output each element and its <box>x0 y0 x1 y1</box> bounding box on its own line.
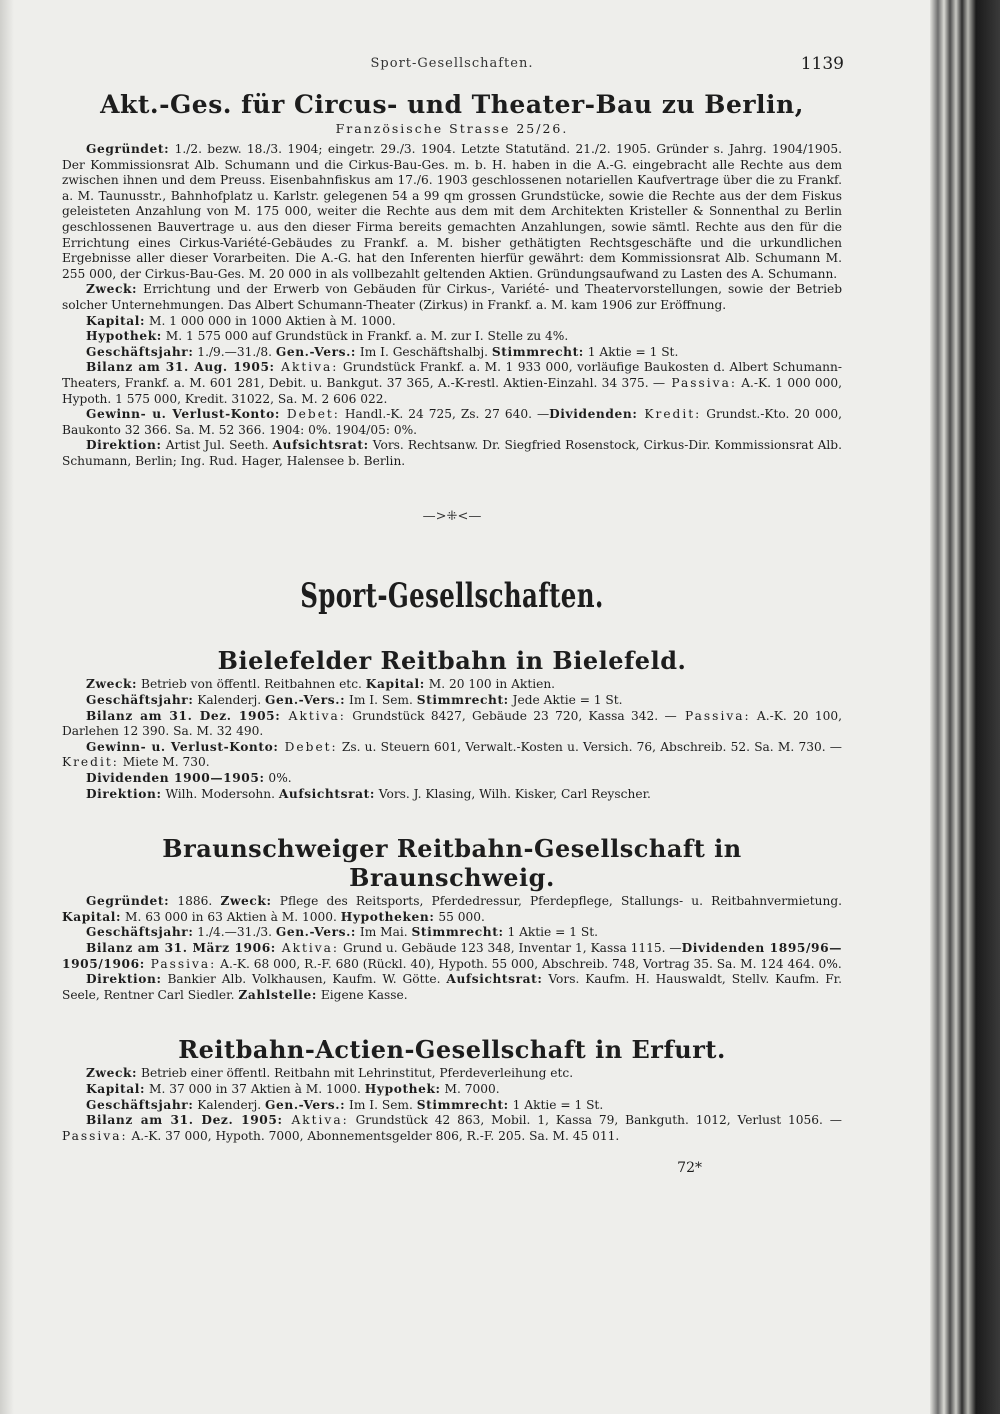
ornament-divider: —>⁜<— <box>422 509 482 525</box>
field-label: Dividenden: <box>549 407 638 422</box>
field-text: Vors. Kaufm. H. Hauswaldt, Stellv. Kaufm. Fr. Seele, Rentner Carl Siedler. <box>62 972 843 1002</box>
entry-paragraph <box>62 1082 842 1098</box>
field-text: A.-K. 1 000 000, Hypoth. 1 575 000, Kredit. 31022, Sa. M. 2 606 022. <box>62 375 842 406</box>
field-label: Gegründet: <box>86 142 170 156</box>
field-label: Gegründet: <box>86 894 170 909</box>
company-title: Akt.-Ges. für Circus- und Theater-Bau zu Berlin, <box>100 90 804 119</box>
field-text: 0%. <box>818 956 842 971</box>
field-label: Kapital: <box>365 677 425 692</box>
entry-paragraph <box>62 709 842 740</box>
field-sublabel: Aktiva: <box>275 941 340 955</box>
field-sublabel: Passiva: <box>676 708 751 723</box>
field-text: Artist Jul. Seeth. <box>161 438 273 453</box>
field-label: Geschäftsjahr: <box>86 1097 194 1112</box>
entry-paragraph <box>62 1113 842 1144</box>
field-label: Dividenden 1900—1905: <box>86 771 265 786</box>
field-text: Pflege des Reitsports, Pferdedressur, Pferdepflege, Stallungs- u. Reitbahnvermietung. <box>271 894 842 909</box>
field-sublabel: Passiva: <box>62 1128 128 1143</box>
field-text: Betrieb einer öffentl. Reitbahn mit Lehrinstitut, Pferdeverleihung etc. <box>137 1066 574 1081</box>
company-title: Reitbahn-Actien-Gesellschaft in Erfurt. <box>178 1035 726 1065</box>
field-label: Direktion: <box>86 786 162 801</box>
field-label: Stimmrecht: <box>411 925 504 940</box>
field-label: Gewinn- u. Verlust-Konto: <box>86 739 279 754</box>
field-label: Aufsichtsrat: <box>446 972 543 987</box>
field-label: Zahlstelle: <box>238 987 317 1002</box>
field-text: Zs. u. Steuern 601, Verwalt.-Kosten u. Versich. 76, Abschreib. 52. Sa. M. 730. — <box>337 739 842 754</box>
field-text: 1./4.—31./3. <box>193 925 276 940</box>
field-text: M. 63 000 in 63 Aktien à M. 1000. <box>121 909 341 924</box>
field-sublabel: Kredit: <box>637 407 702 422</box>
field-text: A.-K. 20 100, Darlehen 12 390. Sa. M. 32 490. <box>62 708 843 739</box>
field-label: Aufsichtsrat: <box>278 786 375 801</box>
field-label: Hypothek: <box>364 1081 441 1096</box>
field-text: M. 37 000 in 37 Aktien à M. 1000. <box>145 1081 365 1096</box>
field-text: Im Mai. <box>356 925 412 940</box>
field-text: Im I. Sem. <box>345 1097 417 1112</box>
field-text: 1886. <box>169 894 221 909</box>
entry-paragraph <box>62 360 842 407</box>
field-label: Zweck: <box>86 282 138 297</box>
field-label: Kapital: <box>86 313 146 328</box>
entry-paragraph <box>62 329 842 345</box>
field-label: Bilanz am 31. März 1906: <box>86 941 276 955</box>
field-text: Im I. Geschäftshalbj. <box>356 344 492 359</box>
entry-paragraph <box>62 894 842 925</box>
entry-paragraph <box>62 1098 842 1114</box>
field-text: 1 Aktie = 1 St. <box>583 344 679 359</box>
entry-paragraph <box>62 677 842 693</box>
company-title: Braunschweiger Reitbahn-Gesellschaft in Braunschweig. <box>162 834 742 893</box>
field-label: Direktion: <box>86 972 162 987</box>
field-text: Errichtung und der Erwerb von Gebäuden für Cirkus-, Variété- und Theatervorstellungen, sowie der Betrieb solcher Unternehmungen. Das Albert Schumann-Theater (Zirkus) in Frankf. a. M. kam 1906 zur Eröffnung. <box>62 282 842 312</box>
field-label: Bilanz am 31. Aug. 1905: <box>86 360 275 375</box>
entry-paragraph <box>62 693 842 709</box>
field-text: 1 Aktie = 1 St. <box>508 1097 604 1112</box>
field-label: Hypotheken: <box>340 909 435 924</box>
field-label: Kapital: <box>86 1081 146 1096</box>
field-sublabel: Passiva: <box>665 375 737 390</box>
field-text: Handl.-K. 24 725, Zs. 27 640. — <box>339 407 550 422</box>
field-label: Direktion: <box>86 438 162 453</box>
field-sublabel: Debet: <box>279 407 340 422</box>
page-number: 1139 <box>800 54 844 74</box>
field-label: Zweck: <box>220 894 272 909</box>
field-text: M. 1 000 000 in 1000 Aktien à M. 1000. <box>145 313 396 328</box>
page-left-shadow <box>0 0 14 1414</box>
company-title: Bielefelder Reitbahn in Bielefeld. <box>217 646 687 676</box>
field-text: Vors. J. Klasing, Wilh. Kisker, Carl Reyscher. <box>374 786 651 801</box>
field-text: A.-K. 37 000, Hypoth. 7000, Abonnementsgelder 806, R.-F. 205. Sa. M. 45 011. <box>127 1128 620 1143</box>
field-text: Grundstück 42 863, Mobil. 1, Kassa 79, Bankguth. 1012, Verlust 1056. — <box>348 1113 842 1128</box>
field-sublabel: Passiva: <box>144 956 217 971</box>
book-spine-edge <box>930 0 1000 1414</box>
field-text: M. 20 100 in Aktien. <box>424 677 556 692</box>
field-label: Bilanz am 31. Dez. 1905: <box>86 708 281 723</box>
field-text: A.-K. 68 000, R.-F. 680 (Rückl. 40), Hypoth. 55 000, Abschreib. 748, Vortrag 35. Sa. M. 124 464. <box>216 956 819 971</box>
entry-paragraph <box>62 925 842 941</box>
field-label: Gen.-Vers.: <box>275 925 357 940</box>
field-label: Zweck: <box>86 1066 138 1081</box>
field-sublabel: Aktiva: <box>280 708 346 723</box>
field-sublabel: Aktiva: <box>274 360 339 375</box>
field-label: Kapital: <box>62 909 122 924</box>
field-label: Geschäftsjahr: <box>86 344 194 359</box>
entry-paragraph <box>62 1066 842 1082</box>
running-head <box>62 50 842 84</box>
field-text: Miete M. 730. <box>118 755 210 770</box>
field-text: Kalenderj. <box>193 1097 266 1112</box>
field-text: Eigene Kasse. <box>316 987 408 1002</box>
field-text: 0%. <box>264 771 292 786</box>
company-entry <box>62 894 842 1003</box>
field-label: Gen.-Vers.: <box>265 693 346 708</box>
company-entry <box>62 1066 842 1144</box>
field-label: Geschäftsjahr: <box>86 925 194 940</box>
field-text: Grund u. Gebäude 123 348, Inventar 1, Kassa 1115. — <box>339 941 682 955</box>
entry-paragraph <box>62 438 842 469</box>
entry-paragraph <box>62 407 842 438</box>
entry-paragraph <box>62 345 842 361</box>
field-text: M. 7000. <box>440 1081 500 1096</box>
field-text: Grundst.-Kto. 20 000, Baukonto 32 366. Sa. M. 52 366. <box>62 407 842 437</box>
field-text: Wilh. Modersohn. <box>161 786 279 801</box>
field-label: Zweck: <box>86 677 138 692</box>
field-sublabel: Debet: <box>278 739 338 754</box>
running-head-title: Sport-Gesellschaften. <box>370 56 534 71</box>
company-entry <box>62 677 842 802</box>
field-text: 1 Aktie = 1 St. <box>503 925 598 940</box>
field-label: Hypothek: <box>86 329 162 344</box>
entry-paragraph <box>62 740 842 771</box>
field-text: Grundstück 8427, Gebäude 23 720, Kassa 342. — <box>345 708 677 723</box>
field-label: Stimmrecht: <box>416 693 509 708</box>
field-text: 1./9.—31./8. <box>193 344 276 359</box>
page-content <box>62 50 842 1176</box>
field-text: Betrieb von öffentl. Reitbahnen etc. <box>137 677 366 692</box>
entry-paragraph <box>62 142 842 282</box>
field-label: Bilanz am 31. Dez. 1905: <box>86 1113 283 1128</box>
field-text: Bankier Alb. Volkhausen, Kaufm. W. Götte. <box>161 972 447 987</box>
entry-paragraph <box>62 941 842 972</box>
field-text: Kalenderj. <box>193 693 266 708</box>
entry-paragraph <box>62 282 842 313</box>
field-text: Vors. Rechtsanw. Dr. Siegfried Rosenstock, Cirkus-Dir. Kommissionsrat Alb. Schumann, Berlin; Ing. Rud. Hager, Halensee b. Berlin. <box>62 438 842 468</box>
field-text: Jede Aktie = 1 St. <box>508 693 623 708</box>
field-label: Gen.-Vers.: <box>265 1097 346 1112</box>
field-sublabel: Kredit: <box>62 755 119 770</box>
field-sublabel: Aktiva: <box>282 1113 349 1128</box>
field-label: Geschäftsjahr: <box>86 693 194 708</box>
field-label: Aufsichtsrat: <box>272 438 369 453</box>
entry-paragraph <box>62 787 842 803</box>
field-text: Grundstück Frankf. a. M. 1 933 000, vorläufige Baukosten d. Albert Schumann-Theaters, Frankf. a. M. 601 281, Debit. u. Bankgut. 37 365, A.-K-restl. Aktien-Einzahl. 34 375. — <box>62 360 842 390</box>
field-text: 1904: 0%. 1904/05: 0%. <box>269 422 418 437</box>
field-label: Gewinn- u. Verlust-Konto: <box>86 407 280 422</box>
field-label: Gen.-Vers.: <box>275 344 357 359</box>
company-entry <box>62 142 842 469</box>
section-title: Sport-Gesellschaften. <box>300 576 604 617</box>
entry-paragraph <box>62 972 842 1003</box>
field-text: 1./2. bezw. 18./3. 1904; eingetr. 29./3. 1904. Letzte Statutänd. 21./2. 1905. Gründer s. Jahrg. 1904/1905. Der Kommissionsrat Alb. Schumann und die Cirkus-Bau-Ges. m. b. H. haben in die A.-G. eingebracht alle Rechte aus dem zwischen ihnen und dem Preuss. Eisenbahnfiskus am 17./6. 1903 geschlossenen notariellen Kaufvertrage über die zu Frankf. a. M. Taunusstr., Bahnhofplatz u. Karlstr. gelegenen 54 a 99 qm grossen Grundstücke, sowie die Rechte aus der dem Fiskus geleisteten Anzahlung von M. 175 000, weiter die Rechte aus dem mit dem Architekten Kristeller & Sonnenthal zu Berlin geschlossenen Bauvertrage u. aus den dieser Firma bereits gemachten Anzahlungen, sowie sämtl. Rechte aus den für die Errichtung eines Cirkus-Variété-Gebäudes zu Frankf. a. M. bisher gethätigten Rechtsgeschäfte und die urkundlichen Ergebnisse aller dieser Vorarbeiten. Die A.-G. hat den Inferenten hierfür gewährt: dem Kommissionsrat Alb. Schumann M. 255 000, der Cirkus-Bau-Ges. M. 20 000 in als vollbezahlt geltenden Aktien. Gründungsaufwand zu Lasten des A. Schumann. <box>62 142 842 281</box>
company-address: Französische Strasse 25/26. <box>335 121 569 136</box>
entry-paragraph <box>62 314 842 330</box>
field-label: Stimmrecht: <box>416 1097 509 1112</box>
signature-mark: 72* <box>677 1160 702 1177</box>
field-text: 55 000. <box>434 909 485 924</box>
field-text: Im I. Sem. <box>345 693 417 708</box>
entry-paragraph <box>62 771 842 787</box>
field-text: M. 1 575 000 auf Grundstück in Frankf. a. M. zur I. Stelle zu 4%. <box>161 329 569 344</box>
field-label: Dividenden 1895/96—1905/1906: <box>62 941 842 971</box>
field-label: Stimmrecht: <box>491 344 584 359</box>
